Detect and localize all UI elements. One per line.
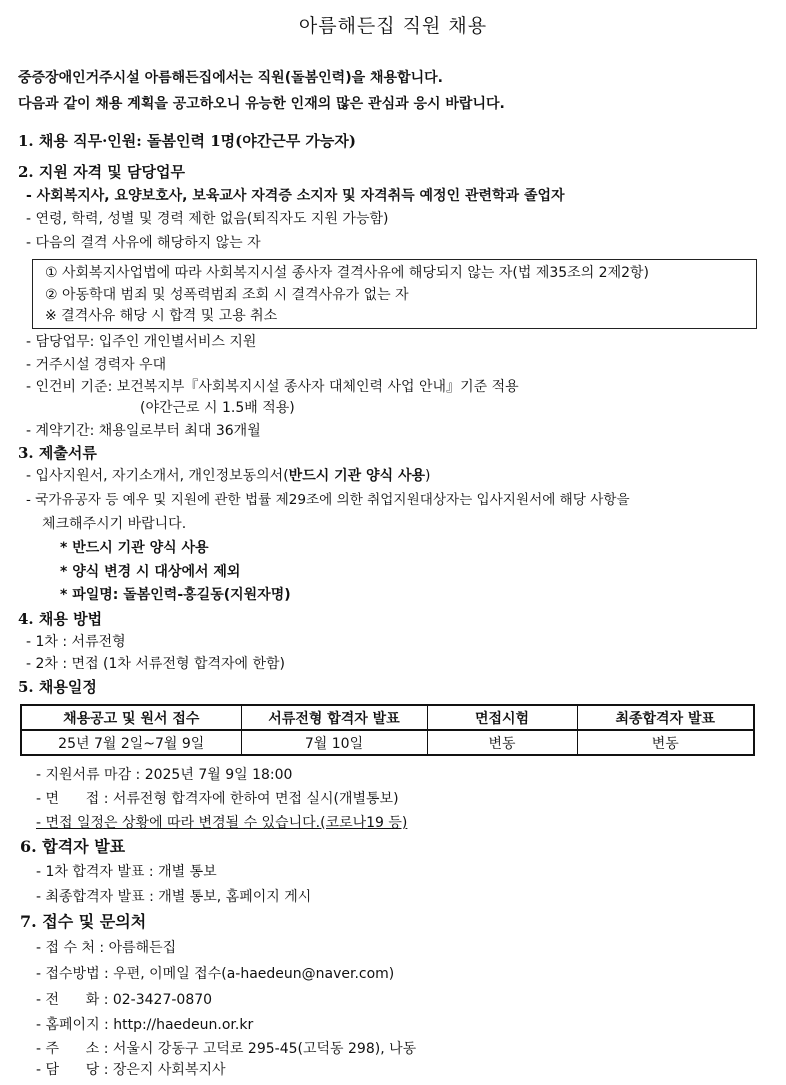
duty-item: - 인건비 기준: 보건복지부『사회복지시설 종사자 대체인력 사업 안내』기준 적용: [26, 379, 519, 395]
section-2-title: 2. 지원 자격 및 담당업무: [18, 163, 185, 181]
documents-item: - 국가유공자 등 예우 및 지원에 관한 법률 제29조에 의한 취업지원대상자는 입사지원서에 해당 사항을: [26, 492, 630, 508]
section-6-title: 6. 합격자 발표: [20, 837, 126, 856]
section-5-title: 5. 채용일정: [18, 678, 97, 696]
schedule-note: - 지원서류 마감 : 2025년 7월 9일 18:00: [36, 767, 293, 783]
intro-line-1: 중증장애인거주시설 아름해든집에서는 직원(돌봄인력)을 채용합니다.: [18, 70, 443, 86]
schedule-header: 최종합격자 발표: [577, 705, 754, 730]
announce-item: - 1차 합격자 발표 : 개별 통보: [36, 864, 217, 880]
schedule-cell: 변동: [577, 730, 754, 755]
duty-item-note: (야간근로 시 1.5배 적용): [140, 400, 295, 416]
form-note: * 파일명: 돌봄인력-홍길동(지원자명): [60, 587, 291, 603]
schedule-note: - 면 접 : 서류전형 합격자에 한하여 면접 실시(개별통보): [36, 791, 399, 807]
schedule-header: 서류전형 합격자 발표: [241, 705, 427, 730]
page-title: 아름해든집 직원 채용: [298, 15, 488, 37]
schedule-cell: 25년 7월 2일~7월 9일: [21, 730, 241, 755]
method-item: - 1차 : 서류전형: [26, 634, 126, 650]
section-3-title: 3. 제출서류: [18, 444, 97, 462]
schedule-table: [20, 704, 755, 756]
schedule-header-row: [21, 705, 754, 730]
contact-item: - 담 당 : 장은지 사회복지사: [36, 1062, 226, 1078]
announce-item: - 최종합격자 발표 : 개별 통보, 홈페이지 게시: [36, 889, 312, 905]
contact-item: - 전 화 : 02-3427-0870: [36, 992, 213, 1008]
duty-item: - 거주시설 경력자 우대: [26, 357, 167, 373]
form-note: * 반드시 기관 양식 사용: [60, 540, 209, 556]
section-1-title: 1. 채용 직무·인원: 돌봄인력 1명(야간근무 가능자): [18, 132, 356, 150]
contact-item: - 접 수 처 : 아름해든집: [36, 940, 177, 956]
documents-item-cont: 체크해주시기 바랍니다.: [42, 516, 187, 532]
disqualification-box: [32, 259, 757, 329]
contact-item: - 접수방법 : 우편, 이메일 접수(a-haedeun@naver.com): [36, 966, 395, 982]
form-note: * 양식 변경 시 대상에서 제외: [60, 564, 241, 580]
documents-item: [26, 466, 430, 486]
method-item: - 2차 : 면접 (1차 서류전형 합격자에 한함): [26, 656, 285, 672]
qualification-item: - 다음의 결격 사유에 해당하지 않는 자: [26, 235, 261, 251]
documents-item-emphasis: 반드시 기관 양식 사용: [288, 468, 426, 484]
disqualification-item: ② 아동학대 범죄 및 성폭력범죄 조회 시 결격사유가 없는 자: [45, 287, 409, 303]
intro-line-2: 다음과 같이 채용 계획을 공고하오니 유능한 인재의 많은 관심과 응시 바랍니다.: [18, 96, 505, 112]
documents-item-text: - 입사지원서, 자기소개서, 개인정보동의서(: [26, 468, 289, 484]
contact-item: - 홈페이지 : http://haedeun.or.kr: [36, 1017, 254, 1033]
qualification-item: - 사회복지사, 요양보호사, 보육교사 자격증 소지자 및 자격취득 예정인 관련학과 졸업자: [26, 188, 565, 204]
schedule-cell: 7월 10일: [241, 730, 427, 755]
contact-item: - 주 소 : 서울시 강동구 고덕로 295-45(고덕동 298), 나동: [36, 1041, 417, 1057]
duty-item: - 계약기간: 채용일로부터 최대 36개월: [26, 423, 261, 439]
schedule-row: [21, 730, 754, 755]
duty-item: - 담당업무: 입주인 개인별서비스 지원: [26, 334, 257, 350]
schedule-note-underlined: - 면접 일정은 상황에 따라 변경될 수 있습니다.(코로나19 등): [36, 815, 408, 831]
documents-item-close: ): [425, 468, 431, 484]
disqualification-item: ※ 결격사유 해당 시 합격 및 고용 취소: [45, 308, 278, 324]
schedule-header: 면접시험: [427, 705, 577, 730]
disqualification-item: ① 사회복지사업법에 따라 사회복지시설 종사자 결격사유에 해당되지 않는 자(법 제35조의 2제2항): [45, 265, 649, 281]
schedule-cell: 변동: [427, 730, 577, 755]
section-4-title: 4. 채용 방법: [18, 610, 103, 628]
section-7-title: 7. 접수 및 문의처: [20, 912, 147, 931]
schedule-header: 채용공고 및 원서 접수: [21, 705, 241, 730]
qualification-item: - 연령, 학력, 성별 및 경력 제한 없음(퇴직자도 지원 가능함): [26, 211, 389, 227]
